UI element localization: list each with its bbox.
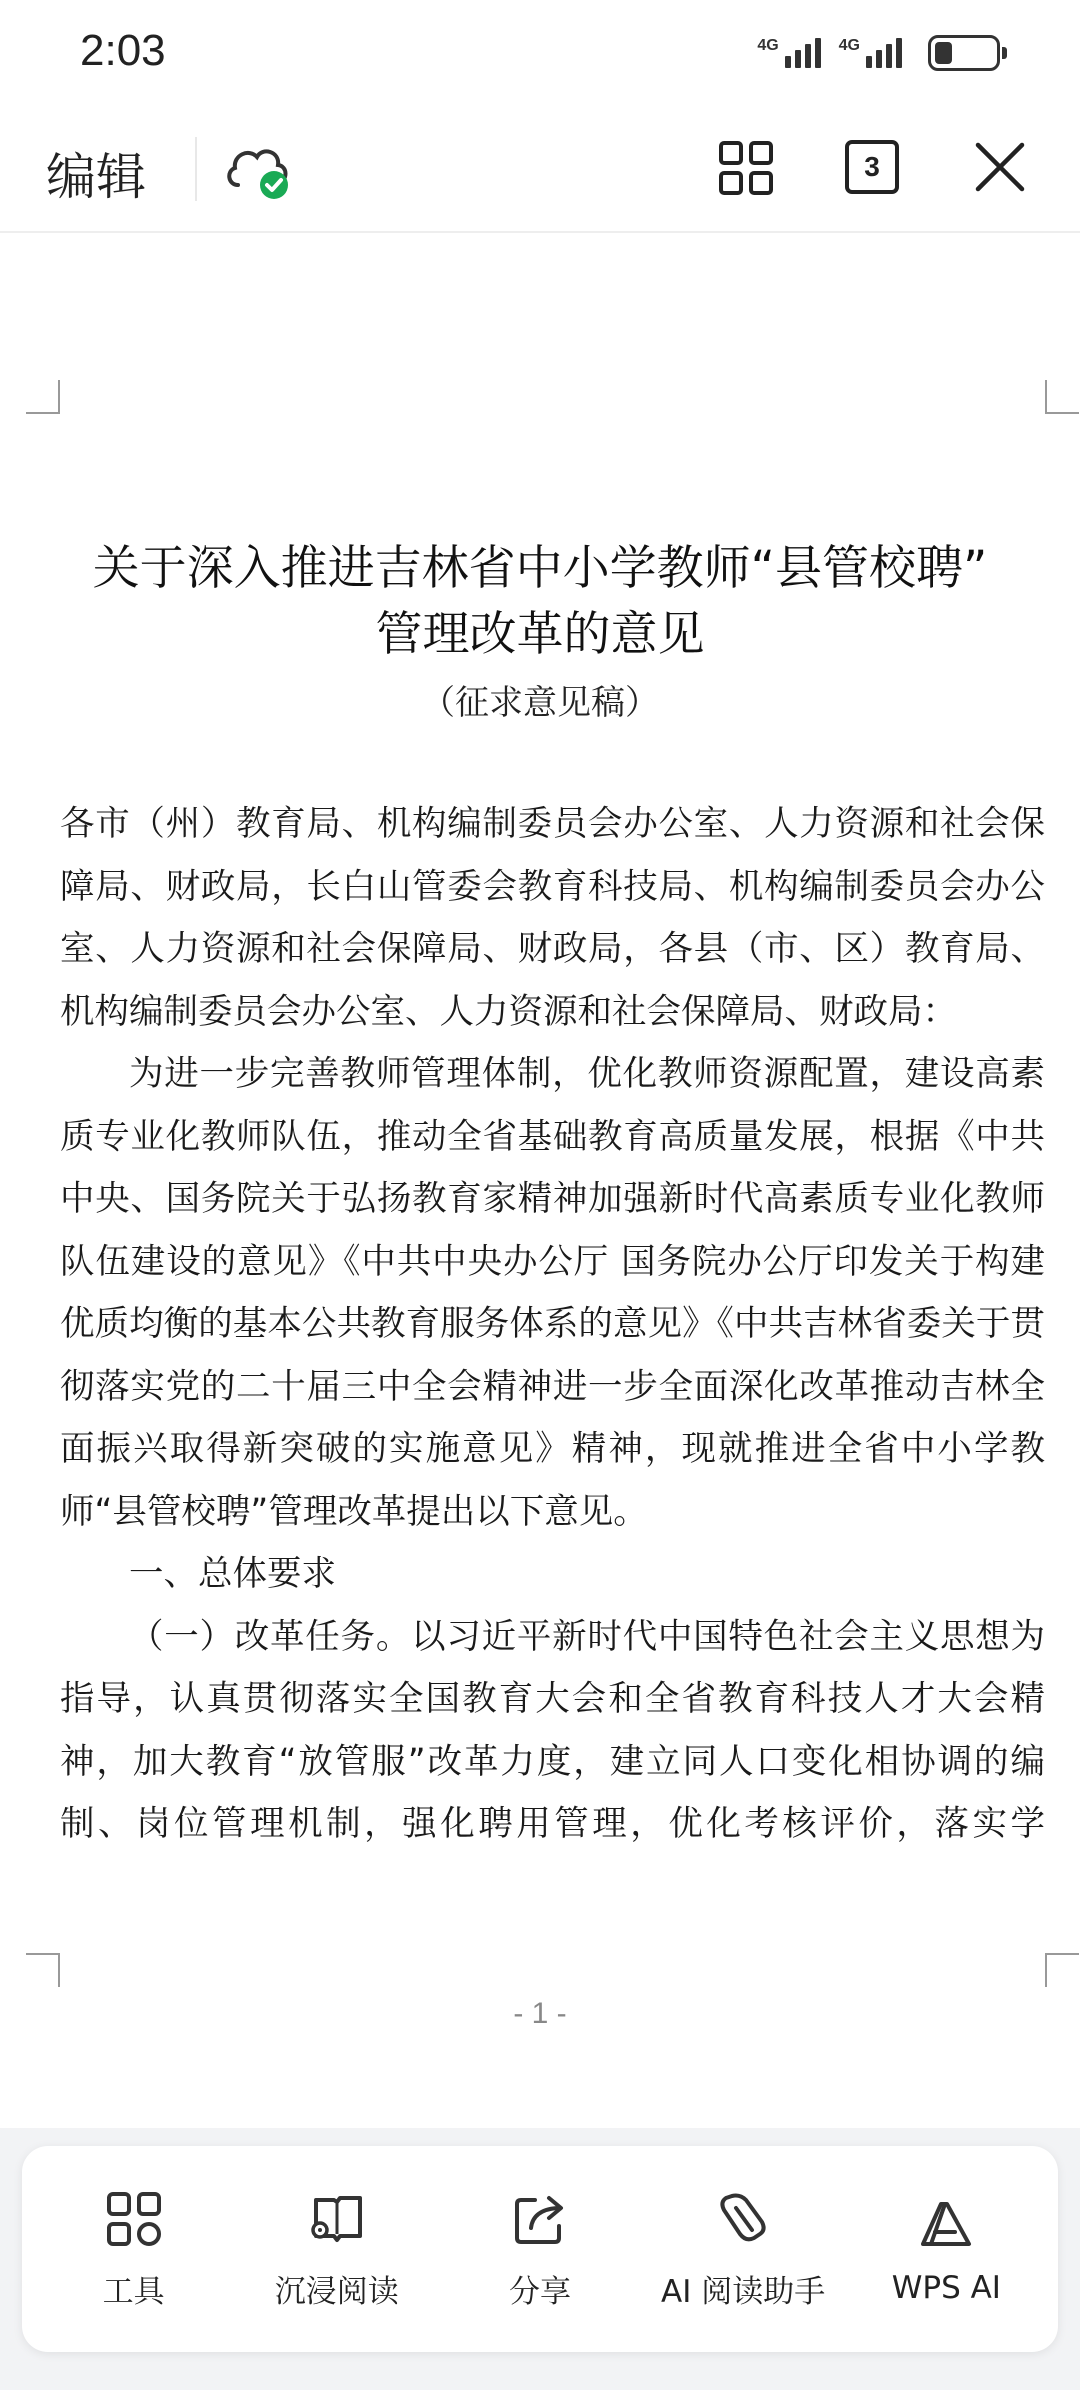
tools-icon [103,2188,165,2250]
document-page[interactable] [0,233,1080,2128]
cloud-sync-icon[interactable] [222,135,294,203]
crop-mark [1045,1953,1079,1987]
paragraph: 为进一步完善教师管理体制，优化教师资源配置，建设高素质专业化教师队伍，推动全省基础教育高质量发展，根据《中共中央、国务院关于弘扬教育家精神加强新时代高素质专业化教师队伍建设的意见》《中共中央办公厅 国务院办公厅印发关于构建优质均衡的基本公共教育服务体系的意见》《中共吉林省委关于贯彻落实党的二十届三中全会精神进一步全面深化改革推动吉林全面振兴取得新突破的实施意见》精神，现就推进全省中小学教师“县管校聘”管理改革提出以下意见。 [60,1054,1045,1532]
document-subtitle: （征求意见稿） [421,683,659,723]
wps-ai-icon [915,2192,977,2254]
wps-ai-label: WPS AI [891,2270,1001,2306]
bottom-action-bar [22,2146,1058,2352]
immersive-read-icon [306,2188,368,2250]
signal-icon [757,38,820,68]
share-label: 分享 [508,2273,571,2310]
crop-mark [26,380,60,414]
share-icon [509,2188,571,2250]
tools-button[interactable] [34,2188,234,2311]
document-body [60,793,1045,1856]
paragraph: （一）改革任务。以习近平新时代中国特色社会主义思想为指导，认真贯彻落实全国教育大会和全省教育科技人才大会精神，加大教育“放管服”改革力度，建立同人口变化相协调的编制、岗位管理机制，强化聘用管理，优化考核评价，落实学 [60,1616,1045,1844]
status-time: 2:03 [80,26,166,75]
status-icons [757,30,1000,76]
status-bar [0,0,1080,105]
edit-button[interactable]: 编辑 [46,148,146,206]
document-title: 管理改革的意见 [375,607,705,662]
tab-count-button[interactable]: 3 [845,140,899,194]
tools-label: 工具 [102,2273,165,2310]
paragraph: 各市（州）教育局、机构编制委员会办公室、人力资源和社会保障局、财政局，长白山管委会教育科技局、机构编制委员会办公室、人力资源和社会保障局、财政局，各县（市、区）教育局、机构编制委员会办公室、人力资源和社会保障局、财政局： [60,804,1045,1032]
ai-read-assistant-button[interactable] [643,2188,843,2311]
wps-ai-button[interactable] [846,2192,1046,2306]
ai-read-assistant-icon [712,2188,774,2250]
signal-icon [839,38,902,68]
toolbar-divider [195,137,197,201]
battery-level-fill [935,42,952,64]
network-type-2: 4G [838,37,860,54]
battery-icon [928,35,1000,71]
immersive-read-button[interactable] [237,2188,437,2311]
apps-grid-icon[interactable] [718,140,774,196]
immersive-read-label: 沉浸阅读 [274,2273,399,2310]
close-icon[interactable] [970,137,1030,197]
ai-read-assistant-label: AI 阅读助手 [661,2273,826,2310]
network-type-1: 4G [757,37,779,54]
page-number: - 1 - [513,1997,567,2030]
share-button[interactable] [440,2188,640,2311]
crop-mark [1045,380,1079,414]
document-title: 关于深入推进吉林省中小学教师“县管校聘” [92,541,988,596]
crop-mark [26,1953,60,1987]
section-heading: 一、总体要求 [129,1554,336,1594]
top-toolbar [0,105,1080,233]
